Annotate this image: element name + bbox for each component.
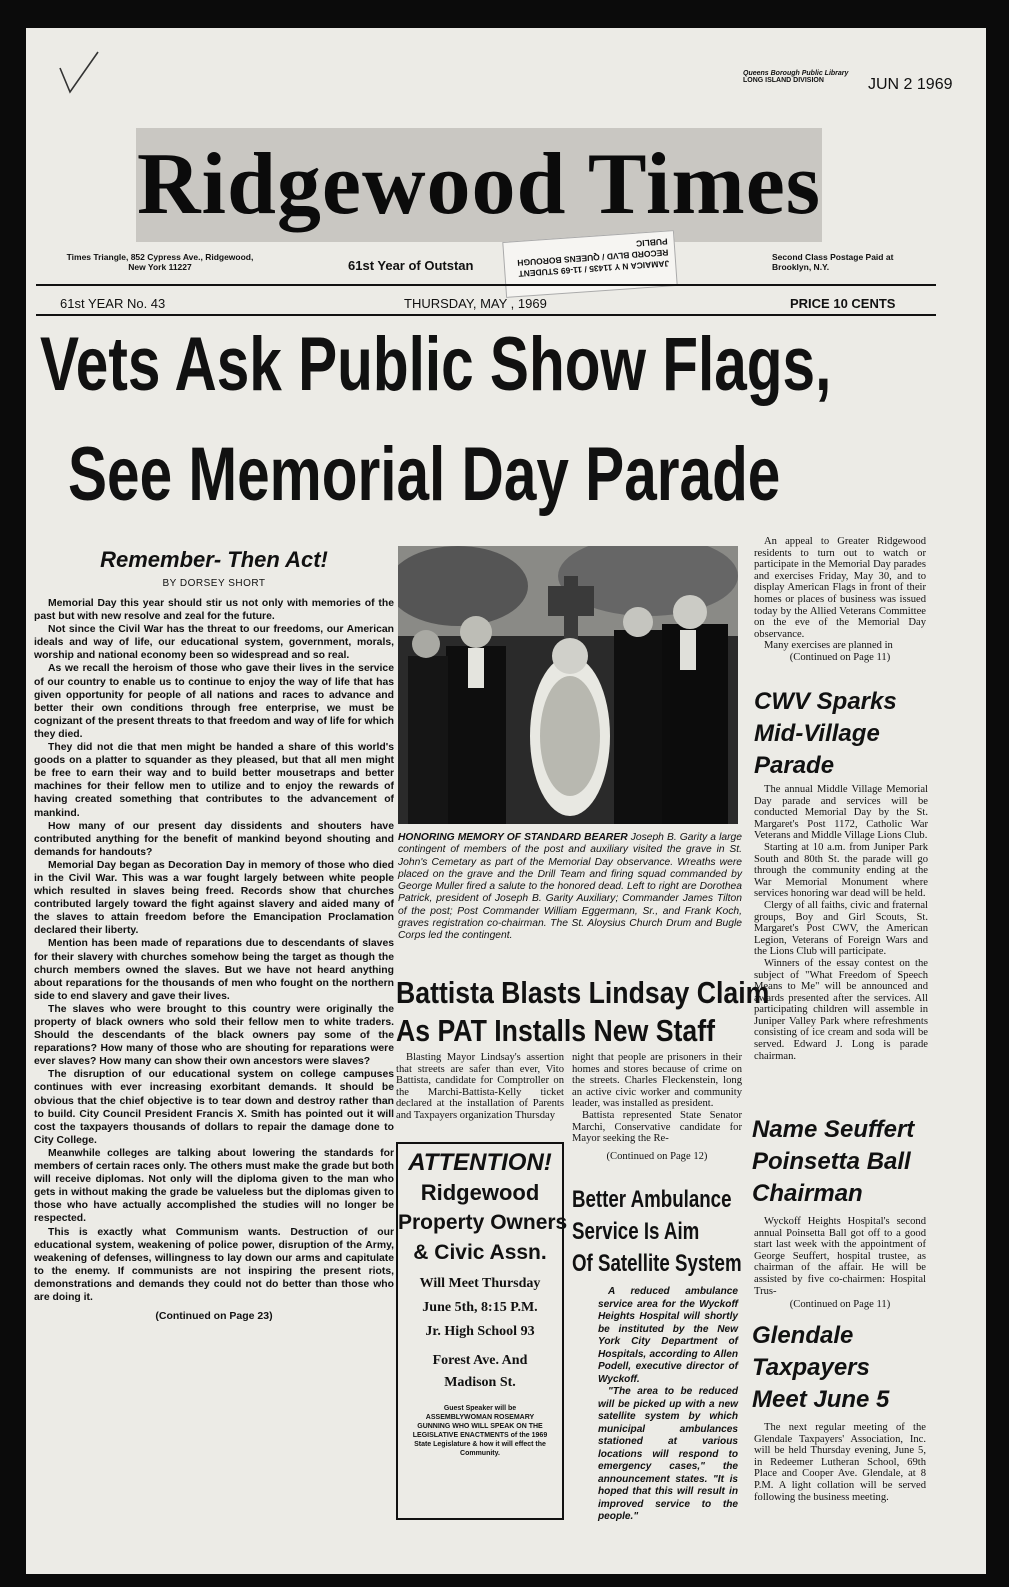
ad-place: Jr. High School 93 — [425, 1324, 535, 1339]
ambulance-h1: Better Ambulance — [572, 1186, 732, 1213]
editorial-paragraph: Mention has been made of reparations due to descendants of slaves for their slavery with churches somehow being the target as though the church members owned the slaves. But we have not heard anything about reparations for the thousands of men who fought on the northern side to end slavery and gave their lives. — [34, 938, 394, 1002]
library-stamp — [743, 70, 983, 93]
ad-org3: & Civic Assn. — [413, 1241, 547, 1264]
ad-address2: Madison St. — [444, 1375, 516, 1390]
editorial-paragraph: They did not die that men might be handed a share of this world's goods on a platter to squander as they pleased, but that all men might be free to earn their way and to build better mousetraps and better machines for their fellow men to utilize and to enjoy the rewards of having created something that contributes to the advancement of mankind. — [34, 742, 394, 819]
appeal-p1: An appeal to Greater Ridgewood residents to turn out to watch or participate in the Memorial Day parades and exercises Friday, May 30, and to display American Flags in front of their homes or places of business was issued today by the Allied Veterans Committee on the eve of the Memorial Day observance. — [754, 536, 926, 640]
cwv-h1: CWV Sparks — [754, 688, 897, 715]
battista-col2a-text: night that people are prisoners in their homes and stores because of crime on the streets. Charles Fleckenstein, long an active civic worker and community leader, was installed as president. — [572, 1052, 742, 1110]
glendale-h3: Meet June 5 — [752, 1386, 890, 1413]
appeal-p2: Many exercises are planned in — [764, 640, 893, 652]
ambulance-h3: Of Satellite System — [572, 1250, 742, 1277]
battista-col1 — [396, 1052, 564, 1122]
editorial-paragraph: As we recall the heroism of those who gave their lives in the service of our country to enable us to continue to enjoy the way of life that has given opportunity for people of all nations and races to advance and better their own conditions through free enterprise, we must be cognizant of the present threats to that freedom and way of life for which they died. — [34, 663, 394, 740]
stamp-date: JUN 2 1969 — [868, 76, 953, 93]
cwv-body — [754, 784, 928, 1062]
ad-meet: Will Meet Thursday — [419, 1276, 541, 1291]
cwv-paragraph: Winners of the essay contest on the subject of "What Freedom of Speech Means to Me" will be announced and awards presented after the services. All participating children will assemble in Juniper Valley Park where refreshments consisting of ice cream and soda will be served. Edward J. Long is parade chairman. — [754, 957, 928, 1062]
editorial-paragraph: The disruption of our educational system on college campuses continues with ever increasing exorbitant demands. It should be obvious that the chief objective is to tear down and destroy rather than to build. City Council President Francis X. Smith has pointed out it will cost the taxpayers thousands of dollars to repair the damage done to City College. — [34, 1069, 394, 1146]
attention-ad — [396, 1142, 568, 1520]
editorial-article — [34, 536, 394, 1566]
ambulance-body — [598, 1286, 738, 1524]
issue-price: PRICE 10 CENTS — [790, 296, 896, 311]
cwv-paragraph: Starting at 10 a.m. from Juniper Park South and 80th St. the parade will go through the community ending at the War Memorial Monument where services honoring war dead will be held. — [754, 841, 928, 900]
photo-caption — [398, 832, 742, 943]
photo-caption-lead: HONORING MEMORY OF STANDARD BEARER — [398, 832, 628, 843]
ad-speaker: Guest Speaker will be ASSEMBLYWOMAN ROSEMARY GUNNING WHO WILL SPEAK ON THE LEGISLATIVE ENACTMENTS of the 1969 State Legislature & how it will effect the Community. — [412, 1405, 548, 1457]
seuffert-continued: (Continued on Page 11) — [789, 1299, 891, 1311]
seuffert-h2: Poinsetta Ball — [752, 1148, 911, 1175]
masthead-banner — [136, 128, 822, 242]
editorial-paragraph: This is exactly what Communism wants. Destruction of our educational system, weakening of police power, disruption of the Army, weakening of defenses, willingness to lay down our arms and capitulate to the enemy. If communists are not inspiring the present riots, demonstrations and demands they could not do better than those who are doing it. — [34, 1226, 394, 1303]
pencil-check-mark — [54, 46, 114, 106]
editorial-byline: BY DORSEY SHORT — [162, 578, 266, 589]
battista-continued: (Continued on Page 12) — [606, 1150, 708, 1162]
seuffert-h3: Chairman — [752, 1180, 863, 1207]
glendale-h2: Taxpayers — [752, 1354, 870, 1381]
glendale-body — [754, 1422, 926, 1503]
newspaper-page — [26, 28, 986, 1574]
appeal-continued: (Continued on Page 11) — [789, 651, 891, 663]
cwv-paragraph: Clergy of all faiths, civic and fraternal groups, Boy and Girl Scouts, St. Margaret's Post CWV, the American Legion, Veterans of Foreign Wars and the Lions Club will participate. — [754, 899, 928, 958]
headline-line2: See Memorial Day Parade — [68, 432, 781, 517]
cwv-h3: Parade — [754, 752, 835, 779]
glendale-h1: Glendale — [752, 1322, 854, 1349]
issue-number: 61st YEAR No. 43 — [60, 296, 166, 311]
stamp-line1: Queens Borough Public Library — [743, 70, 849, 77]
editorial-paragraph: Not since the Civil War has the threat to our freedoms, our American ideals and way of life, our educational system, government, morals, worship and national economy been so widespread and so real. — [34, 624, 394, 662]
masthead-title: Ridgewood Times — [136, 136, 822, 233]
issue-date: THURSDAY, MAY , 1969 — [404, 296, 547, 311]
dateline-rule-top — [36, 284, 936, 286]
editorial-paragraph: The slaves who were brought to this country were originally the property of black owners who sold their fellow men to white traders. Should the descendants of the black owners pay some of the reparations? How many of those who are shouting for reparations were ever slaves? How many can show their own ancestors were slaves? — [34, 1003, 394, 1068]
ambulance-p2: "The area to be reduced will be picked up with a new satellite system by which municipal ambulances stationed at various locations will respond to emergency cases," the announcement states. "It is hoped that this will result in improved service to the people." — [598, 1386, 738, 1522]
battista-headline2: As PAT Installs New Staff — [396, 1013, 716, 1048]
masthead-address: Times Triangle, 852 Cypress Ave., Ridgewood, New York 11227 — [66, 252, 254, 272]
battista-col2b-text: Battista represented State Senator Marchi, Conservative candidate for Mayor seeking the Re- — [572, 1109, 742, 1145]
ad-org2: Property Owners — [398, 1211, 568, 1234]
headline-line1: Vets Ask Public Show Flags, — [40, 322, 832, 407]
ad-date: June 5th, 8:15 P.M. — [422, 1300, 538, 1315]
editorial-paragraph: Meanwhile colleges are talking about lowering the standards for members of certain races only. The others must make the grade but both will receive diplomas. Not only will the diploma given to the man who gets in without making the grade be valueless but the diplomas given to those who have actually accomplished the studies will no longer be respected. — [34, 1147, 394, 1225]
ad-org1: Ridgewood — [420, 1180, 540, 1205]
ad-attention: ATTENTION! — [408, 1149, 552, 1176]
ambulance-p1: A reduced ambulance service area for the Wyckoff Heights Hospital will shortly be instituted by the New York City Department of Hospitals, according to Allen Podell, executive director of Wyckoff. — [598, 1286, 738, 1385]
seuffert-body — [754, 1216, 926, 1311]
masthead-year-line: 61st Year of Outstan — [348, 258, 474, 273]
ambulance-h2: Service Is Aim — [572, 1218, 700, 1245]
photo-caption-text: Joseph B. Garity a large contingent of members of the post and auxiliary visited the grave in St. John's Cemetary as part of the Memorial Day observance. Wreaths were placed on the grave and the Drill Team and firing squad commanded by George Muller fired a salute to the honored dead. Left to right are Dorothea Patrick, president of Joseph B. Garity Auxiliary; Commander James Tilton of the post; Post Commander William Eggermann, Sr., and Frank Koch, graves registration co-chairman. The St. Aloysius Church Drum and Bugle Corps led the contingent. — [398, 832, 742, 942]
ad-address1: Forest Ave. And — [432, 1353, 528, 1368]
editorial-continued: (Continued on Page 23) — [155, 1310, 273, 1323]
cwv-h2: Mid-Village — [754, 720, 880, 747]
mailing-label-text: JAMAICA N Y 11435 / 11-69 STUDENT RECORD BLVD / QUEENS BOROUGH PUBLIC — [516, 236, 670, 280]
seuffert-h1: Name Seuffert — [752, 1116, 915, 1143]
memorial-photo — [398, 546, 738, 824]
editorial-paragraph: Memorial Day this year should stir us not only with memories of the past but with new resolve and zeal for the future. — [34, 598, 394, 623]
memorial-photo-image — [398, 546, 738, 824]
battista-col1-text: Blasting Mayor Lindsay's assertion that streets are safer than ever, Vito Battista, candidate for Comptroller on the Marchi-Battista-Kelly ticket declared at the installation of Parents and Taxpayers organization Thursday — [396, 1052, 564, 1121]
appeal-article — [754, 536, 926, 664]
dateline-rule-bottom — [36, 314, 936, 316]
glendale-p1: The next regular meeting of the Glendale Taxpayers' Association, Inc. will be held Thursday evening, June 5, in Redeemer Lutheran School, 69th Place and Cooper Ave. Glendale, at 8 P.M. A light collation will be served following the business meeting. — [754, 1422, 926, 1503]
editorial-paragraph: How many of our present day dissidents and shouters have contributed anything for the benefit of mankind beyond shouting and demands for handouts? — [34, 820, 394, 858]
cwv-paragraph: The annual Middle Village Memorial Day parade and services will be conducted Memorial Day by the St. Margaret's Post 1172, Catholic War Veterans and Middle Village Lions Club. — [754, 784, 928, 842]
stamp-line2: LONG ISLAND DIVISION — [743, 77, 824, 84]
seuffert-p1: Wyckoff Heights Hospital's second annual Poinsetta Ball got off to a good start last week with the appointment of George Seuffert, hospital trustee, as chairman of the affair. He will be assisted by five co-chairmen: Hospital Trus- — [754, 1216, 926, 1297]
editorial-body — [34, 597, 394, 1304]
battista-headline1: Battista Blasts Lindsay Claim — [396, 975, 770, 1010]
mailing-label — [502, 230, 677, 298]
battista-col2 — [572, 1052, 742, 1162]
editorial-title: Remember- Then Act! — [100, 547, 328, 572]
masthead-postage: Second Class Postage Paid at Brooklyn, N.Y. — [772, 252, 894, 272]
editorial-paragraph: Memorial Day began as Decoration Day in memory of those who died in the Civil War. This was a war fought largely between white people which resulted in slaves being freed. Records show that churches contributed largely toward the fight against slavery and aided many of the slaves to attain freedom before the Emancipation Proclamation declared their liberty. — [34, 859, 394, 937]
